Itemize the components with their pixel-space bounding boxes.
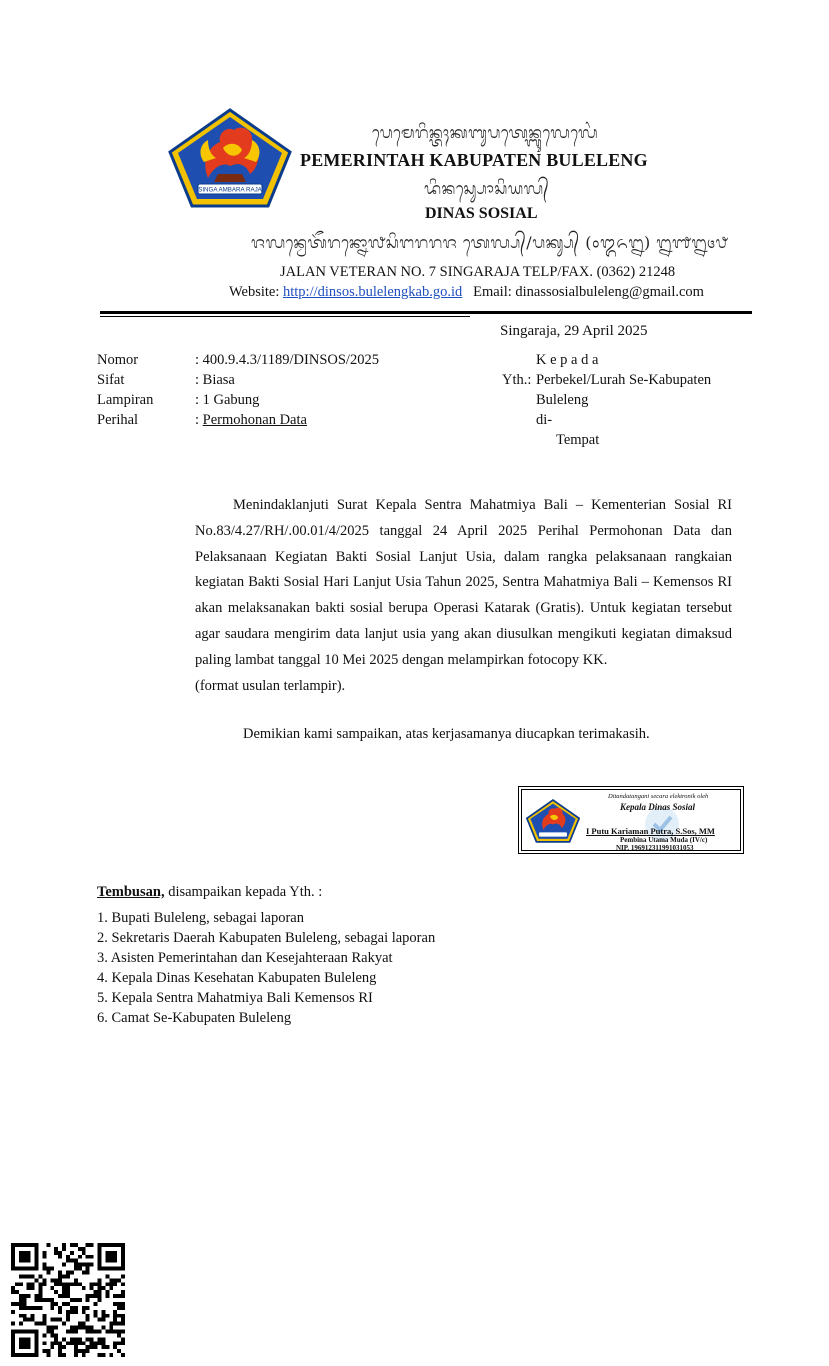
signatory-rank: Pembina Utama Muda (IV/c) — [620, 836, 708, 844]
website-label: Website: — [229, 284, 280, 300]
recipient-yth: Yth.: — [502, 372, 532, 388]
signature-note: Ditandatangani secara elektronik oleh — [608, 793, 709, 800]
list-item: 1. Bupati Buleleng, sebagai laporan — [97, 910, 304, 926]
meta-label-lampiran: Lampiran — [97, 392, 154, 408]
buleleng-regency-logo — [168, 108, 292, 208]
balinese-script-line-3: ᬚᬮᬦ᭄ᬯᬾᬢᭂᬭᬦ᭄ᬦᭀ᭗ᬲᬶᬗᬭᬭᬚ ᬢᬾᬮ᭄ᬧ᭄/ᬧᬓ᭄ᬲ᭄ (᭐᭓᭖᭒) ᭒᭑᭒᭔᭘ — [251, 233, 729, 252]
tembusan-label: Tembusan, — [97, 884, 165, 900]
logo-banner-text: SINGA AMBARA RAJA — [198, 186, 262, 194]
body-paragraph: Menindaklanjuti Surat Kepala Sentra Mahatmiya Bali – Kementerian Sosial RI No.83/4.27/RH/.00.01/4/2025 tanggal 24 April 2025 Perihal Permohonan Data dan Pelaksanaan Kegiatan Bakti Sosial Lanjut Usia, dalam rangka pelaksanaan rangkaian kegiatan Bakti Sosial Hari Lanjut Usia Tahun 2025, Sentra Mahatmiya Bali – Kemensos RI akan melaksanakan bakti sosial berupa Operasi Katarak (Gratis). Untuk kegiatan tersebut agar saudara mengirim data lanjut usia yang akan diusulkan mengikuti kegiatan dimaksud paling lambat tanggal 10 Mei 2025 dengan melampirkan fotocopy KK. — [195, 497, 732, 668]
meta-value-perihal: : Permohonan Data — [195, 412, 307, 428]
recipient-line-2: Buleleng — [536, 392, 589, 408]
signatory-name: I Putu Kariaman Putra, S.Sos, MM — [586, 826, 715, 836]
office-address: JALAN VETERAN NO. 7 SINGARAJA TELP/FAX. (0362) 21248 — [280, 264, 676, 280]
tembusan-list — [97, 908, 435, 1028]
tembusan-heading — [97, 884, 322, 901]
list-item: 6. Camat Se-Kabupaten Buleleng — [97, 1010, 292, 1026]
website-link[interactable]: http://dinsos.bulelengkab.go.id — [283, 284, 463, 300]
recipient-line-4: Tempat — [556, 432, 600, 448]
list-item: 3. Asisten Pemerintahan dan Kesejahteraan Rakyat — [97, 950, 393, 966]
meta-label-sifat: Sifat — [97, 372, 125, 388]
meta-value-nomor: : 400.9.4.3/1189/DINSOS/2025 — [195, 352, 379, 368]
recipient-kepada: K e p a d a — [536, 352, 599, 368]
list-item: 5. Kepala Sentra Mahatmiya Bali Kemensos RI — [97, 990, 373, 1006]
list-item: 2. Sekretaris Daerah Kabupaten Buleleng, sebagai laporan — [97, 930, 436, 946]
signatory-nip: NIP. 196912311991031053 — [616, 844, 694, 852]
signature-office: Kepala Dinas Sosial — [620, 802, 696, 812]
letterhead-divider-thin — [100, 316, 470, 317]
letter-date: Singaraja, 29 April 2025 — [500, 323, 648, 339]
tembusan-heading-rest: disampaikan kepada Yth. : — [164, 884, 323, 900]
email-address: dinassosialbuleleng@gmail.com — [515, 284, 704, 300]
letter-body — [195, 493, 732, 699]
balinese-script-line-1: ᬧᬾᬫᬾᬭᬶᬦ᭄ᬢᬄᬓᬩᬸᬧᬢᬾᬦ᭄ᬩᬸᬮᬾᬮᬾᬂ — [372, 123, 599, 142]
perihal-subject: Permohonan Data — [202, 412, 307, 428]
qr-code — [11, 1243, 125, 1357]
list-item: 4. Kepala Dinas Kesehatan Kabupaten Buleleng — [97, 970, 377, 986]
electronic-signature-box — [518, 786, 744, 854]
meta-label-nomor: Nomor — [97, 352, 139, 368]
recipient-line-3: di- — [536, 412, 553, 428]
meta-label-perihal: Perihal — [97, 412, 139, 428]
meta-value-lampiran: : 1 Gabung — [195, 392, 260, 408]
department-title: DINAS SOSIAL — [425, 205, 538, 222]
contact-line — [229, 284, 704, 301]
closing-sentence: Demikian kami sampaikan, atas kerjasamanya diucapkan terimakasih. — [243, 726, 650, 742]
recipient-line-1: Perbekel/Lurah Se-Kabupaten — [536, 372, 712, 388]
government-title: PEMERINTAH KABUPATEN BULELENG — [300, 150, 648, 170]
letterhead-divider — [100, 311, 752, 314]
meta-value-sifat: : Biasa — [195, 372, 235, 388]
balinese-script-line-2: ᬤᬶᬦᬲ᭄ᬲᭀᬲᬶᬬᬮ᭄ — [424, 179, 550, 198]
body-note: (format usulan terlampir). — [195, 677, 346, 694]
email-label: Email: — [473, 284, 512, 300]
signature-logo — [526, 798, 580, 844]
